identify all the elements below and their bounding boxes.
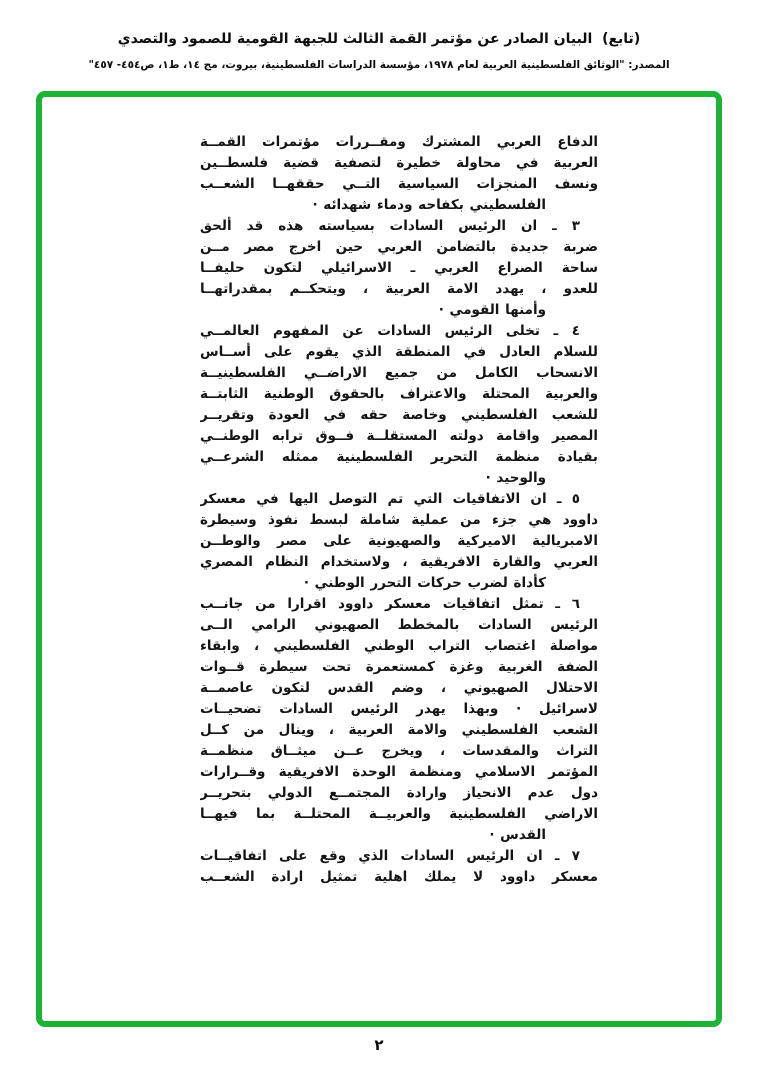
text-line: لاسرائيل · وبهذا يهدر الرئيس السادات تضحيــات <box>200 701 598 717</box>
paragraph <box>200 489 598 594</box>
text-line: وأمنها القومي · <box>438 302 546 318</box>
text-line: والوحيد · <box>485 470 546 486</box>
page-number: ٢ <box>374 1036 384 1054</box>
text-line: المؤتمر الاسلامي ومنظمة الوحدة الافريقية وقــرارات <box>200 764 598 780</box>
paragraph <box>200 132 598 216</box>
text-line: كأداة لضرب حركات التحرر الوطني · <box>303 575 546 591</box>
text-line: للشعب الفلسطيني وخاصة حقه في العودة وتقريــر <box>200 407 598 423</box>
paragraph <box>200 846 598 888</box>
text-line: العربية في محاولة خطيرة لتصفية قضية فلسطــين <box>200 155 598 171</box>
text-line: ٣ ـ ان الرئيس السادات بسياسته هذه قد ألحق <box>200 218 580 234</box>
text-line: دول عدم الانحياز وارادة المجتمــع الدولي بتحريــر <box>200 785 598 801</box>
text-line: ضربة جديدة بالتضامن العربي حين اخرج مصر مــن <box>200 239 598 255</box>
text-line: ساحة الصراع العربي ـ الاسرائيلي لتكون حليفــا <box>200 260 598 276</box>
text-line: القدس · <box>489 827 546 843</box>
text-line: الاحتلال الصهيوني ، وضم القدس لتكون عاصمــة <box>200 680 598 696</box>
text-line: ٥ ـ ان الاتفاقيات التي تم التوصل اليها في معسكر <box>200 491 580 507</box>
text-line: والعربية المحتلة والاعتراف بالحقوق الوطنية الثابتــة <box>200 386 598 402</box>
text-line: ٤ ـ تخلى الرئيس السادات عن المفهوم العالمــي <box>200 323 580 339</box>
text-line: الاراضي الفلسطينية والعربيــة المحتلــة بما فيهــا <box>200 806 598 822</box>
text-line: للسلام العادل في المنطقة الذي يقوم على أســاس <box>200 344 598 360</box>
text-line: الامبريالية الاميركية والصهيونية على مصر والوطــن <box>200 533 598 549</box>
text-line: الضفة الغربية وغزة كمستعمرة تحت سيطرة قــوات <box>200 659 598 675</box>
text-line: العربي والقارة الافريقية ، ولاستخدام النظام المصري <box>200 554 598 570</box>
text-line: داوود هي جزء من عملية شاملة لبسط نفوذ وسيطرة <box>200 512 598 528</box>
text-line: الشعب الفلسطيني والامة العربية ، وينال من كــل <box>200 722 598 738</box>
text-line: الرئيس السادات بالمخطط الصهيوني الرامي الــى <box>200 617 598 633</box>
text-line: ٦ ـ تمثل اتفاقيات معسكر داوود اقرارا من جانــب <box>200 596 580 612</box>
document-title: (تابع) البيان الصادر عن مؤتمر القمة الثالث للجبهة القومية للصمود والتصدي <box>117 31 641 47</box>
document-source-line: المصدر: "الوثائق الفلسطينية العربية لعام ١٩٧٨، مؤسسة الدراسات الفلسطينية، بيروت، مج ١٤، ط١، ص٤٥٤- ٤٥٧" <box>88 59 670 71</box>
document-body <box>200 132 598 888</box>
text-line: التراث والمقدسات ، ويخرج عــن ميثــاق منظمــة <box>200 743 598 759</box>
text-line: معسكر داوود لا يملك اهلية تمثيل ارادة الشعــب <box>200 869 598 885</box>
paragraph <box>200 594 598 846</box>
document-header <box>0 28 758 73</box>
text-line: ونسف المنجزات السياسية التــي حققهــا الشعــب <box>200 176 598 192</box>
text-line: الفلسطيني بكفاحه ودماء شهدائه · <box>312 197 546 213</box>
text-line: للعدو ، يهدد الامة العربية ، ويتحكــم بمقدراتهــا <box>200 281 598 297</box>
paragraph <box>200 216 598 321</box>
text-line: ٧ ـ ان الرئيس السادات الذي وقع على اتفاقيــات <box>200 848 580 864</box>
paragraph <box>200 321 598 489</box>
text-line: مواصلة اغتصاب التراب الوطني الفلسطيني ، وابقاء <box>200 638 598 654</box>
text-line: الدفاع العربي المشترك ومقــررات مؤتمرات القمــة <box>200 134 598 150</box>
text-line: الانسحاب الكامل من جميع الاراضــي الفلسطينيــة <box>200 365 598 381</box>
text-line: بقيادة منظمة التحرير الفلسطينية ممثله الشرعــي <box>200 449 598 465</box>
text-line: المصير واقامة دولته المستقلــة فــوق ترابه الوطنــي <box>200 428 598 444</box>
